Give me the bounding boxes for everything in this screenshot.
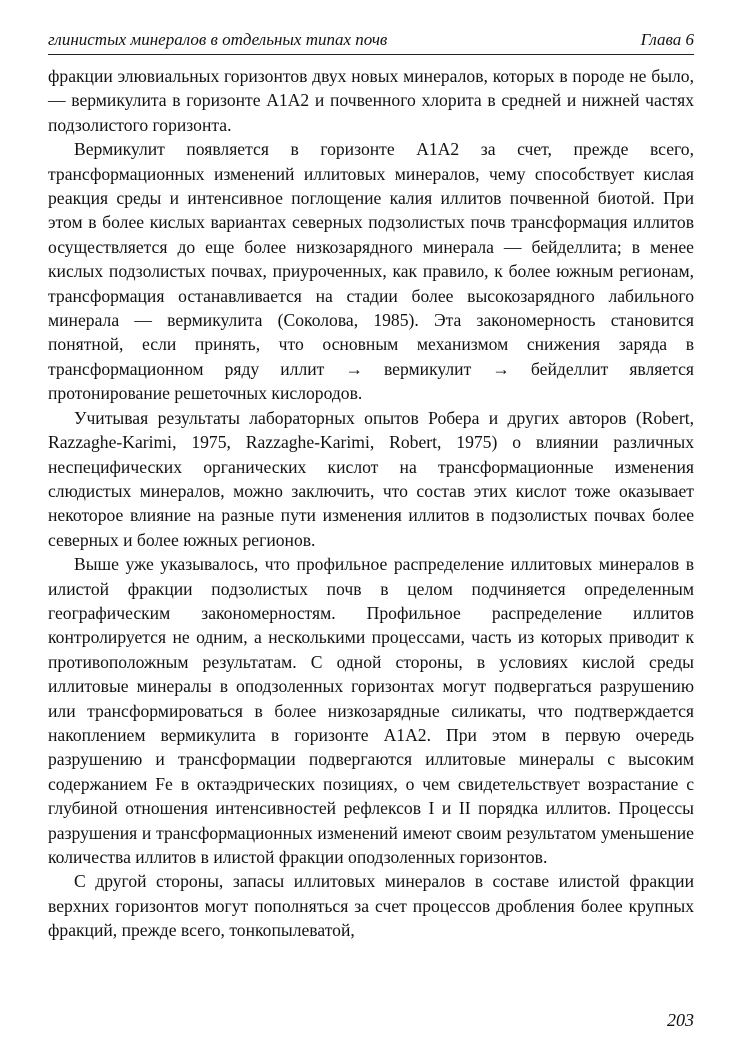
paragraph: фракции элювиальных горизонтов двух новых минералов, которых в породе не было,— вермикулита в горизонте A1A2 и почвенного хлорита в средней и нижней частях подзолистого горизонта. [48, 66, 694, 135]
running-header-title: глинистых минералов в отдельных типах почв [48, 30, 388, 49]
paragraph: Выше уже указывалось, что профильное распределение иллитовых минералов в илистой фракции подзолистых почв в целом подчиняется определенным географическим закономерностям. Профильное распределение иллитов контролируется не одним, а несколькими процессами, часть из которых приводит к противоположным результатам. С одной стороны, в условиях кислой среды иллитовые минералы в оподзоленных горизонтах могут подвергаться разрушению или трансформироваться в более низкозарядные силикаты, что подтверждается накоплением вермикулита в горизонте A1A2. При этом в первую очередь разрушению и трансформации подвергаются иллитовые минералы с высоким содержанием Fe в октаэдрических позициях, о чем свидетельствует возрастание с глубиной отношения интенсивностей рефлексов I и II порядка иллитов. Процессы разрушения и трансформационных изменений имеют своим результатом уменьшение количества иллитов в илистой фракции оподзоленных горизонтов. [48, 554, 694, 867]
page-body [48, 64, 694, 943]
paragraph: Вермикулит появляется в горизонте A1A2 за счет, прежде всего, трансформационных изменений иллитовых минералов, чему способствует кислая реакция среды и интенсивное поглощение калия иллитов почвенной биотой. При этом в более кислых вариантах северных подзолистых почв трансформация иллитов осуществляется до еще более низкозарядного минерала — бейделлита; в менее кислых подзолистых почвах, приуроченных, как правило, к более южным регионам, трансформация останавливается на стадии более высокозарядного лабильного минерала — вермикулита (Соколова, 1985). Эта закономерность становится понятной, если принять, что основным механизмом снижения заряда в трансформационном ряду иллит → вермикулит → бейделлит является протонирование решеточных кислородов. [48, 139, 694, 404]
paragraph: Учитывая результаты лабораторных опытов Робера и других авторов (Robert, Razzaghe-Karimi, 1975, Razzaghe-Karimi, Robert, 1975) о влиянии различных неспецифических органических кислот на трансформационные изменения слюдистых минералов, можно заключить, что состав этих кислот тоже оказывает некоторое влияние на разные пути изменения иллитов в подзолистых почвах более северных и более южных регионов. [48, 407, 694, 550]
page-number: 203 [667, 1010, 694, 1030]
paragraph: С другой стороны, запасы иллитовых минералов в составе илистой фракции верхних горизонтов могут пополняться за счет процессов дробления более крупных фракций, прежде всего, тонкопылеватой, [48, 871, 694, 941]
running-header [48, 22, 694, 55]
chapter-label: Глава 6 [640, 30, 694, 49]
